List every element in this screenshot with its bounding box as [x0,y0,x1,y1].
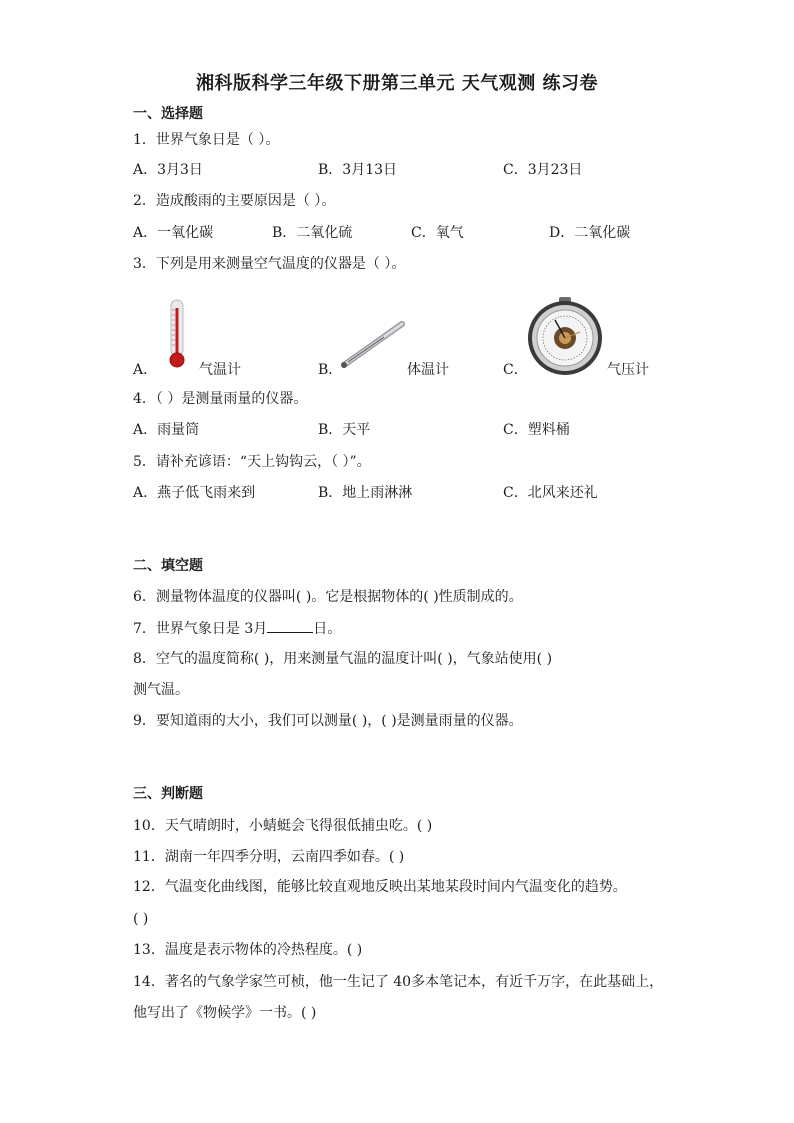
question-14-line-1: 14．著名的气象学家竺可桢，他一生记了 40多本笔记本，有近千万字，在此基础上， [133,974,664,990]
question-5-option-a[interactable]: A．燕子低飞雨来到 [133,485,256,501]
question-7-suffix: 日。 [313,621,342,637]
question-4-option-b[interactable]: B．天平 [318,422,371,438]
question-8-line-2: 测气温。 [133,682,189,698]
question-4-stem: 4．（ ）是测量雨量的仪器。 [133,391,308,407]
question-3-option-a[interactable]: A． [133,362,158,378]
question-2-option-a[interactable]: A．一氧化碳 [133,225,214,241]
section-heading-choice: 一、选择题 [133,106,203,122]
question-5-stem: 5．请补充谚语：“天上钩钩云，（ ）”。 [133,454,371,470]
question-7-prefix: 7．世界气象日是 3月 [133,621,268,637]
question-3-option-b[interactable]: B． [318,362,343,378]
question-4-option-a[interactable]: A．雨量筒 [133,422,200,438]
question-3-option-b-label: 体温计 [407,362,449,378]
question-10: 10．天气晴朗时，小蜻蜓会飞得很低捕虫吃。( ) [133,818,433,834]
page-title: 湘科版科学三年级下册第三单元 天气观测 练习卷 [195,73,599,94]
question-5-option-c[interactable]: C．北风来还礼 [503,485,598,501]
question-14-line-2: 他写出了《物候学》一书。( ) [133,1005,317,1021]
question-6: 6．测量物体温度的仪器叫( )。它是根据物体的( )性质制成的。 [133,589,523,605]
question-1-option-b[interactable]: B．3月13日 [318,162,398,178]
question-5-option-b[interactable]: B．地上雨淋淋 [318,485,413,501]
question-12-line-2: ( ) [133,911,149,927]
question-4-option-c[interactable]: C．塑料桶 [503,422,570,438]
question-2-option-c[interactable]: C．氧气 [411,225,464,241]
question-1-option-c[interactable]: C．3月23日 [503,162,583,178]
section-heading-judge: 三、判断题 [133,786,203,802]
question-2-stem: 2．造成酸雨的主要原因是（ ）。 [133,193,336,209]
thermometer-icon [164,298,190,370]
question-2-option-b[interactable]: B．二氧化硫 [272,225,353,241]
question-13: 13．温度是表示物体的冷热程度。( ) [133,942,363,958]
question-3-option-c-label: 气压计 [607,362,649,378]
question-3-stem: 3．下列是用来测量空气温度的仪器是（ ）。 [133,256,406,272]
section-heading-fill: 二、填空题 [133,558,203,574]
question-1-option-a[interactable]: A．3月3日 [133,162,203,178]
question-3-option-c[interactable]: C． [503,362,528,378]
clinical-thermometer-icon [338,318,408,370]
question-2-option-d[interactable]: D．二氧化碳 [549,225,631,241]
barometer-icon [525,296,605,376]
question-12-line-1: 12．气温变化曲线图，能够比较直观地反映出某地某段时间内气温变化的趋势。 [133,879,627,895]
question-11: 11．湖南一年四季分明，云南四季如春。( ) [133,849,405,865]
question-8-line-1: 8．空气的温度简称( )，用来测量气温的温度计叫( )，气象站使用( ) [133,651,553,667]
question-9: 9．要知道雨的大小，我们可以测量( )，( )是测量雨量的仪器。 [133,713,523,729]
answer-blank[interactable] [267,618,313,633]
question-3-option-a-label: 气温计 [199,362,241,378]
question-1-stem: 1．世界气象日是（ ）。 [133,132,280,148]
question-7 [133,618,341,639]
